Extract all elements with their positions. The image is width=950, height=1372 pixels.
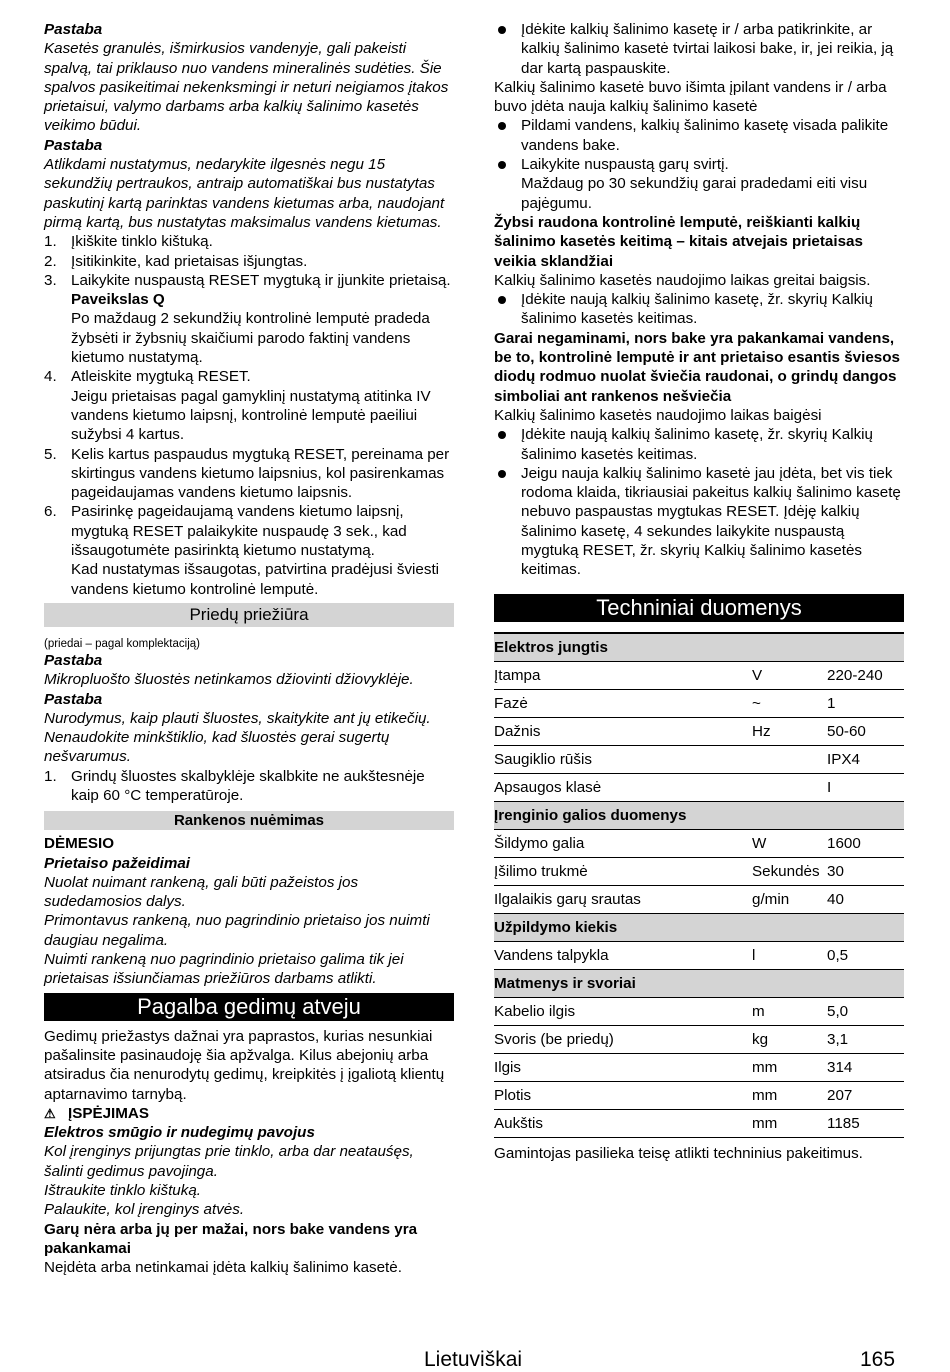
step-number: 1. (44, 233, 57, 251)
fault-title: Garai negaminami, nors bake yra pakankamai vandens, be to, kontrolinė lemputė ir ant prietaiso esantis šviesos diodų rodmuo nuolat šviečia raudonai, o grindų dangos simboliai ant rankenos nešviečia (494, 329, 900, 405)
care-small-note: (priedai – pagal komplektaciją) (44, 637, 200, 650)
note-title: Pastaba (44, 651, 103, 669)
damage-text: Primontavus rankeną, nuo pagrindinio prietaiso jos nuimti daugiau negalima. (44, 912, 430, 949)
step-number: 6. (44, 503, 57, 521)
warning-icon: ⚠ (44, 1105, 56, 1121)
note-title: Pastaba (44, 690, 103, 708)
table-row (494, 1081, 904, 1109)
right-column (494, 20, 904, 1163)
table-cell-label: Šildymo galia (494, 829, 752, 857)
note-title: Pastaba (44, 21, 103, 38)
damage-text: Nuolat nuimant rankeną, gali būti pažeistos jos sudedamosios dalys. (44, 873, 359, 911)
step-text: Laikykite nuspaustą RESET mygtuką ir įjunkite prietaisą. (71, 271, 451, 289)
step-text: Įsitikinkite, kad prietaisas išjungtas. (71, 252, 308, 270)
table-group-row (494, 969, 904, 997)
table-cell-value: 1600 (827, 829, 904, 857)
table-cell-label: Ilgis (494, 1053, 752, 1081)
section-heading: Pagalba gedimų atveju (44, 993, 454, 1021)
table-group-label: Elektros jungtis (494, 633, 904, 662)
damage-title: Prietaiso pažeidimai (44, 854, 191, 872)
footer-language: Lietuviškai (424, 1348, 523, 1371)
table-cell-unit: W (752, 829, 827, 857)
list-item (44, 271, 454, 290)
step-text: Įkiškite tinklo kištuką. (71, 233, 213, 251)
list-item (44, 445, 454, 503)
table-cell-unit: l (752, 941, 827, 969)
shock-text: Palaukite, kol įrenginys atvės. (44, 1201, 245, 1219)
bullet-item: Įdėkite naują kalkių šalinimo kasetę, žr. skyrių Kalkių šalinimo kasetės keitimas. (494, 290, 904, 329)
table-cell-label: Svoris (be priedų) (494, 1025, 752, 1053)
attention-label: DĖMESIO (44, 835, 115, 853)
step-number: 4. (44, 368, 57, 386)
help-text: Gedimų priežastys dažnai yra paprastos, kurias nesunkiai pašalinsite pasinaudoję šia apžvalga. Kilus abejonių arba atsiradus čia nenurodytų gedimų, kreipkitės į įgaliotą klientų aptarnavimo tarnybą. (44, 1027, 445, 1103)
note-text: Mikropluošto šluostės netinkamos džiovinti džiovyklėje. (44, 671, 414, 689)
warning-label: ĮSPĖJIMAS (68, 1104, 150, 1122)
fault-cause: Kalkių šalinimo kasetės naudojimo laikas baigėsi (494, 406, 822, 424)
table-row (494, 857, 904, 885)
warning-line (44, 1104, 454, 1123)
table-cell-label: Įtampa (494, 661, 752, 689)
step-number: 2. (44, 252, 57, 270)
fault-title: Garų nėra arba jų per mažai, nors bake vandens yra pakankamai (44, 1220, 418, 1257)
step-text: Pasirinkę pageidaujamą vandens kietumo laipsnį, mygtuką RESET palaikykite nuspaudę 3 sek., kad išsaugotumėte pasirinktą kietumo nustatymą. (71, 503, 407, 560)
table-cell-value: I (827, 773, 904, 801)
bullet-item: Pildami vandens, kalkių šalinimo kasetę visada palikite vandens bake. (494, 116, 904, 155)
table-cell-value: 0,5 (827, 941, 904, 969)
tech-data-table (494, 632, 904, 1138)
tech-note: Gamintojas pasilieka teisę atlikti techninius pakeitimus. (494, 1144, 863, 1162)
table-row (494, 829, 904, 857)
shock-text: Kol įrenginys prijungtas prie tinklo, arba dar neatauśęs, šalinti gedimus pavojinga. (44, 1143, 414, 1180)
table-cell-unit: V (752, 661, 827, 689)
list-item (44, 367, 454, 444)
table-group-row (494, 801, 904, 829)
table-row (494, 689, 904, 717)
section-heading: Techniniai duomenys (494, 594, 904, 622)
table-cell-value: 1185 (827, 1109, 904, 1137)
figure-label: Paveikslas Q (71, 291, 165, 309)
table-cell-label: Aukštis (494, 1109, 752, 1137)
subsection-heading: Rankenos nuėmimas (44, 811, 454, 830)
step-number: 1. (44, 767, 57, 785)
note-text: Nurodymus, kaip plauti šluostes, skaitykite ant jų etikečių. Nenaudokite minkštiklio, kad šluostės gerai sugertų nešvarumus. (44, 709, 431, 766)
table-cell-label: Plotis (494, 1081, 752, 1109)
fault-title: Žybsi raudona kontrolinė lemputė, reiškianti kalkių šalinimo kasetės keitimą – kitais atvejais prietaisas veikia sklandžiai (494, 213, 863, 270)
list-item (44, 767, 454, 806)
table-cell-unit: mm (752, 1109, 827, 1137)
bullet-item: Įdėkite kalkių šalinimo kasetę ir / arba patikrinkite, ar kalkių šalinimo kasetė tvirtai laikosi bake, ir, jei reikia, ją dar kartą paspauskite. (494, 20, 904, 78)
table-row (494, 941, 904, 969)
table-group-row (494, 913, 904, 941)
table-group-label: Užpildymo kiekis (494, 913, 904, 941)
step-text: Grindų šluostes skalbyklėje skalbkite ne aukštesnėje kaip 60 °C temperatūroje. (71, 767, 425, 804)
table-cell-unit: Hz (752, 717, 827, 745)
table-cell-unit (752, 773, 827, 801)
section-heading: Priedų priežiūra (44, 603, 454, 627)
table-cell-unit: m (752, 997, 827, 1025)
bullet-item: Įdėkite naują kalkių šalinimo kasetę, žr. skyrių Kalkių šalinimo kasetės keitimas. (494, 425, 904, 464)
note-title: Pastaba (44, 136, 103, 154)
step-text: Atleiskite mygtuką RESET. (71, 368, 251, 386)
step-subtext: Jeigu prietaisas pagal gamyklinį nustatymą atitinka IV vandens kietumo laipsnį, kontrolinė lemputė paeiliui sužybsi 4 kartus. (71, 387, 431, 444)
setup-steps (44, 232, 454, 599)
list-item (44, 502, 454, 598)
page-number: 165 (860, 1348, 896, 1371)
table-row (494, 885, 904, 913)
table-group-label: Matmenys ir svoriai (494, 969, 904, 997)
fault-cause: Kalkių šalinimo kasetė buvo išimta įpilant vandens ir / arba buvo įdėta nauja kalkių šalinimo kasetė (494, 78, 887, 116)
bullet-item (494, 155, 904, 213)
table-cell-label: Įšilimo trukmė (494, 857, 752, 885)
table-row (494, 717, 904, 745)
table-cell-unit (752, 745, 827, 773)
table-row (494, 745, 904, 773)
list-item (44, 252, 454, 271)
table-cell-value: 314 (827, 1053, 904, 1081)
table-cell-value: 40 (827, 885, 904, 913)
step-number: 5. (44, 445, 57, 463)
table-cell-unit: kg (752, 1025, 827, 1053)
table-row (494, 1109, 904, 1137)
note-text: Kasetės granulės, išmirkusios vandenyje, gali pakeisti spalvą, tai priklauso nuo vandens mineralinės sudėties. Šie spalvos pasikeitimai nekenksmingi ir neturi neigiamos įtakos prietaisui, valymo darbams arba kalkių šalinimo kasetės veikimo būdui. (44, 40, 449, 135)
step-subtext: Kad nustatymas išsaugotas, patvirtina pradėjusi šviesti vandens kietumo kontrolinė lemputė. (71, 561, 440, 598)
table-cell-label: Kabelio ilgis (494, 997, 752, 1025)
table-cell-label: Ilgalaikis garų srautas (494, 885, 752, 913)
list-item (44, 232, 454, 251)
table-cell-value: 3,1 (827, 1025, 904, 1053)
shock-title: Elektros smūgio ir nudegimų pavojus (44, 1124, 315, 1142)
bullet-text: Laikykite nuspaustą garų svirtį. (521, 156, 729, 174)
table-cell-label: Fazė (494, 689, 752, 717)
table-cell-value: 30 (827, 857, 904, 885)
table-cell-label: Vandens talpykla (494, 941, 752, 969)
fault-text: Neįdėta arba netinkamai įdėta kalkių šalinimo kasetė. (44, 1259, 402, 1277)
table-cell-value: 207 (827, 1081, 904, 1109)
table-cell-unit: Sekundės (752, 857, 827, 885)
table-row (494, 773, 904, 801)
table-cell-value: 220-240 (827, 661, 904, 689)
table-cell-unit: ~ (752, 689, 827, 717)
shock-text: Ištraukite tinklo kištuką. (44, 1182, 201, 1200)
table-cell-value: IPX4 (827, 745, 904, 773)
table-cell-unit: mm (752, 1053, 827, 1081)
table-group-label: Įrenginio galios duomenys (494, 801, 904, 829)
table-cell-unit: mm (752, 1081, 827, 1109)
bullet-item: Jeigu nauja kalkių šalinimo kasetė jau įdėta, bet vis tiek rodoma klaida, tikriausiai pakeitus kalkių šalinimo kasetę nebuvo paspaustas mygtukas RESET. Įdėję kalkių šalinimo kasetę, 4 sekundes laikykite nuspaustą mygtuką RESET, žr. skyrių Kalkių šalinimo kasetės keitimas. (494, 464, 904, 580)
note-text: Atlikdami nustatymus, nedarykite ilgesnės negu 15 sekundžių pertraukos, antraip automatiškai bus nustatytas paskutinį kartą parinktas vandens kietumas arba, naudojant pirmą kartą, bus nustatytas maksimalus vandens kietumas. (44, 156, 445, 231)
step-number: 3. (44, 271, 57, 289)
figure-text: Po maždaug 2 sekundžių kontrolinė lemputė pradeda žybsėti ir žybsnių skaičiumi parodo faktinį vandens kietumo nustatymą. (71, 310, 430, 367)
left-column (44, 20, 454, 1278)
table-row (494, 1053, 904, 1081)
table-cell-label: Dažnis (494, 717, 752, 745)
fault-cause: Kalkių šalinimo kasetės naudojimo laikas greitai baigsis. (494, 271, 871, 289)
table-cell-label: Saugiklio rūšis (494, 745, 752, 773)
table-row (494, 997, 904, 1025)
table-cell-unit: g/min (752, 885, 827, 913)
table-row (494, 1025, 904, 1053)
damage-text: Nuimti rankeną nuo pagrindinio prietaiso galima tik jei prietaisas išsiunčiamas priežiūros darbams atlikti. (44, 951, 404, 988)
table-cell-value: 1 (827, 689, 904, 717)
step-text: Kelis kartus paspaudus mygtuką RESET, pereinama per skirtingus vandens kietumo laipsnius, kol pasirenkamas pageidaujamas vandens kietumo laipsnis. (71, 445, 450, 502)
table-cell-label: Apsaugos klasė (494, 773, 752, 801)
table-cell-value: 50-60 (827, 717, 904, 745)
table-cell-value: 5,0 (827, 997, 904, 1025)
table-row (494, 661, 904, 689)
table-group-row (494, 633, 904, 662)
bullet-subtext: Maždaug po 30 sekundžių garai pradedami eiti visu pajėgumu. (521, 175, 868, 212)
